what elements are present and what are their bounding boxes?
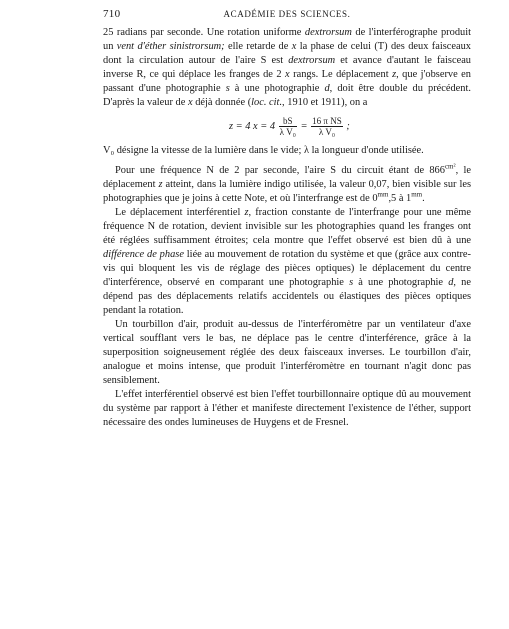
paragraph-1: 25 radians par seconde. Une rotation uniforme dextrorsum de l'interférographe produit un vent d'éther sinistrorsum; elle retarde de x la phase de celui (T) des deux faisceaux dont la circulation autour de l'aire S est dextrorsum et avance d'autant le faisceau inverse R, ce qui déplace les franges de 2 x rangs. Le déplacement z, que j'observe en passant d'une photographie s à une photographie d, doit être double du précédent. D'après la valeur de x déjà donnée (loc. cit., 1910 et 1911), on a [103,27,471,108]
running-title: ACADÉMIE DES SCIENCES. [223,9,351,19]
page [103,0,471,629]
paragraph-4: Le déplacement interférentiel z, fraction constante de l'interfrange pour une même fréquence N de rotation, devient invisible sur les photographies quand les franges ont été réglées suffisamment étroites; cela montre que l'effet observé est bien dû à une différence de phase liée au mouvement de rotation du système et que (grâce aux contre-vis qui bloquent les vis de réglage des pièces optiques) le déplacement du centre d'interférence, observé en comparant une photographie s à une photographie d, ne dépend pas des déplacements relatifs accidentels ou élastiques des pièces optiques pendant la rotation. [103,207,471,316]
equation-lhs: z = 4 x = 4 [229,120,276,132]
paragraph-5: Un tourbillon d'air, produit au-dessus de l'interféromètre par un ventilateur d'axe vertical soufflant vers le bas, ne déplace pas le centre d'interférence, grâce à la superposition soigneusement réglée des deux faisceaux inverses. Le tourbillon d'air, analogue et moins intense, que produit l'interféromètre en tournant n'agit donc pas sensiblement. [103,319,471,386]
running-header [103,7,471,21]
fraction-2: $\frac{\text{16 π NS}}{\text{λ V₀}}$ [312,116,342,137]
fraction-1: $\frac{bS}{\text{λ V₀}}$ [279,116,296,137]
equation: z = 4 x = 4 $\frac{bS}{\text{λ V₀}}$ = $\frac{\text{16 π NS}}{\text{λ V₀}}$ ; [229,116,350,137]
paragraph-6: L'effet interférentiel observé est bien l'effet tourbillonnaire optique dû au mouvement du système par rapport à l'éther et manifeste directement l'existence de l'éther, support nécessaire des ondes lumineuses de Huygens et de Fresnel. [103,389,471,428]
paragraph-3: Pour une fréquence N de 2 par seconde, l'aire S du circuit étant de $866^{cm^2}$, le déplacement z atteint, dans la lumière indigo utilisée, la valeur 0,07, bien visible sur les photographies que je joins à cette Note, et où l'interfrange est de $0^{mm},5$ à $1^{mm}$. [103,162,471,204]
page-number: 710 [103,8,121,20]
paragraph-2: V₀ désigne la vitesse de la lumière dans le vide; λ la longueur d'onde utilisée. [103,145,424,156]
article-body [103,26,471,430]
